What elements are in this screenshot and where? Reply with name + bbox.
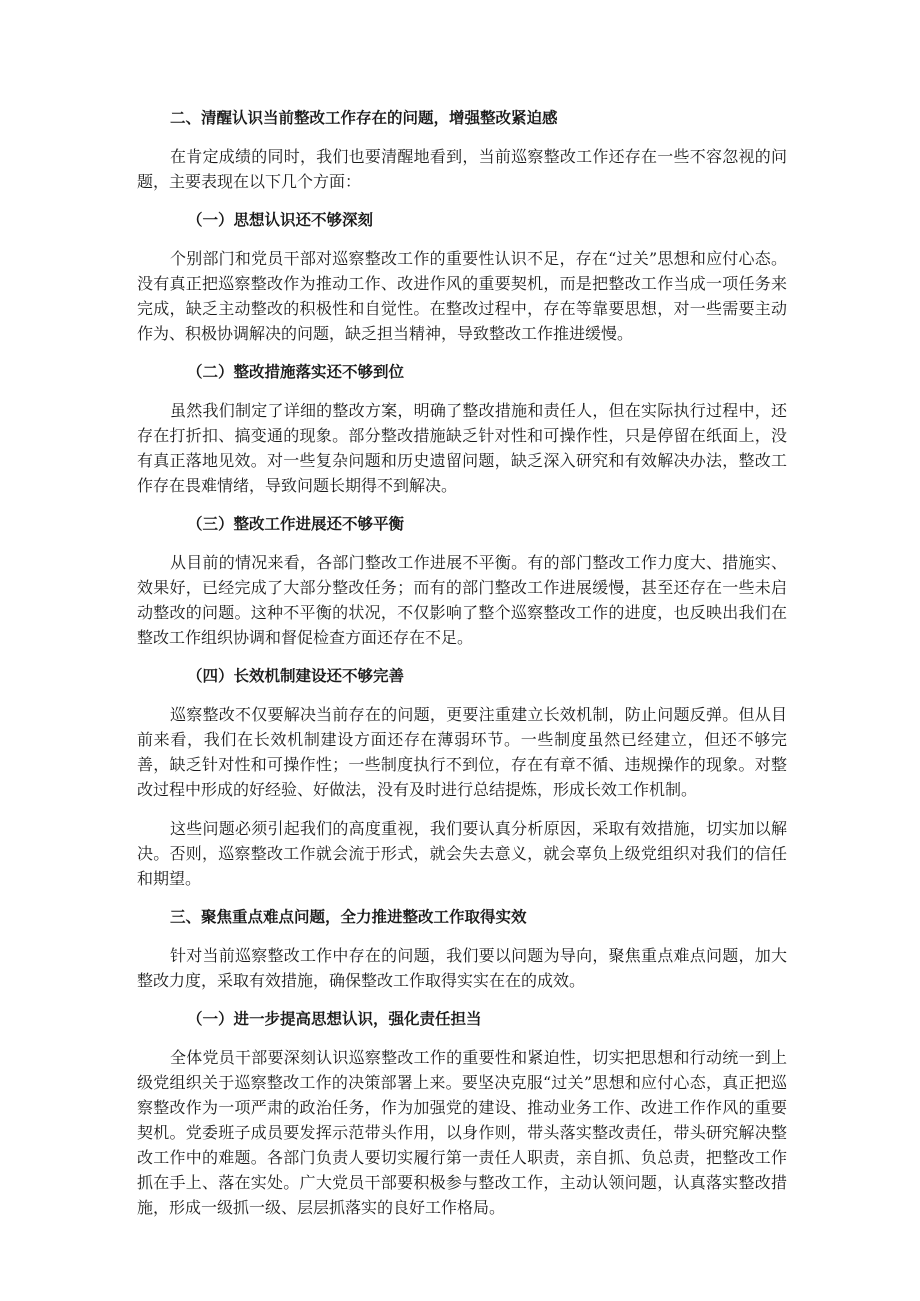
subsection-heading: （一）进一步提高思想认识，强化责任担当 [187,1010,482,1028]
paragraph: 从目前的情况来看，各部门整改工作进展不平衡。有的部门整改工作力度大、措施实、效果好，已经完成了大部分整改任务；而有的部门整改工作进展缓慢，甚至还存在一些未启动整改的问题。这种不平衡的状况，不仅影响了整个巡察整改工作的进度，也反映出我们在整改工作组织协调和督促检查方面还存在不足。 [137,553,787,647]
subsection-heading: （二）整改措施落实还不够到位 [187,363,405,381]
paragraph: 这些问题必须引起我们的高度重视，我们要认真分析原因，采取有效措施，切实加以解决。否则，巡察整改工作就会流于形式，就会失去意义，就会辜负上级党组织对我们的信任和期望。 [137,819,787,888]
paragraph: 虽然我们制定了详细的整改方案，明确了整改措施和责任人，但在实际执行过程中，还存在打折扣、搞变通的现象。部分整改措施缺乏针对性和可操作性，只是停留在纸面上，没有真正落地见效。对一些复杂问题和历史遗留问题，缺乏深入研究和有效解决办法，整改工作存在畏难情绪，导致问题长期得不到解决。 [137,401,787,495]
document-page [137,106,787,1220]
subsection-heading: （四）长效机制建设还不够完善 [187,667,405,685]
subsection-heading: （三）整改工作进展还不够平衡 [187,515,405,533]
paragraph: 巡察整改不仅要解决当前存在的问题，更要注重建立长效机制，防止问题反弹。但从目前来看，我们在长效机制建设方面还存在薄弱环节。一些制度虽然已经建立，但还不够完善，缺乏针对性和可操作性；一些制度执行不到位，存在有章不循、违规操作的现象。对整改过程中形成的好经验、好做法，没有及时进行总结提炼，形成长效工作机制。 [137,705,787,799]
subsection-heading: （一）思想认识还不够深刻 [187,211,374,229]
paragraph: 个别部门和党员干部对巡察整改工作的重要性认识不足，存在“过关”思想和应付心态。没有真正把巡察整改作为推动工作、改进作风的重要契机，而是把整改工作当成一项任务来完成，缺乏主动整改的积极性和自觉性。在整改过程中，存在等靠要思想，对一些需要主动作为、积极协调解决的问题，缺乏担当精神，导致整改工作推进缓慢。 [137,249,787,343]
paragraph: 针对当前巡察整改工作中存在的问题，我们要以问题为导向，聚焦重点难点问题，加大整改力度，采取有效措施，确保整改工作取得实实在在的成效。 [137,946,787,990]
section-heading: 三、聚焦重点难点问题，全力推进整改工作取得实效 [170,908,527,926]
paragraph: 在肯定成绩的同时，我们也要清醒地看到，当前巡察整改工作还存在一些不容忽视的问题，主要表现在以下几个方面： [137,147,787,191]
section-heading: 二、清醒认识当前整改工作存在的问题，增强整改紧迫感 [170,109,558,127]
paragraph: 全体党员干部要深刻认识巡察整改工作的重要性和紧迫性，切实把思想和行动统一到上级党组织关于巡察整改工作的决策部署上来。要坚决克服“过关”思想和应付心态，真正把巡察整改作为一项严肃的政治任务，作为加强党的建设、推动业务工作、改进工作作风的重要契机。党委班子成员要发挥示范带头作用，以身作则，带头落实整改责任，带头研究解决整改工作中的难题。各部门负责人要切实履行第一责任人职责，亲自抓、负总责，把整改工作抓在手上、落在实处。广大党员干部要积极参与整改工作，主动认领问题，认真落实整改措施，形成一级抓一级、层层抓落实的良好工作格局。 [137,1048,787,1217]
